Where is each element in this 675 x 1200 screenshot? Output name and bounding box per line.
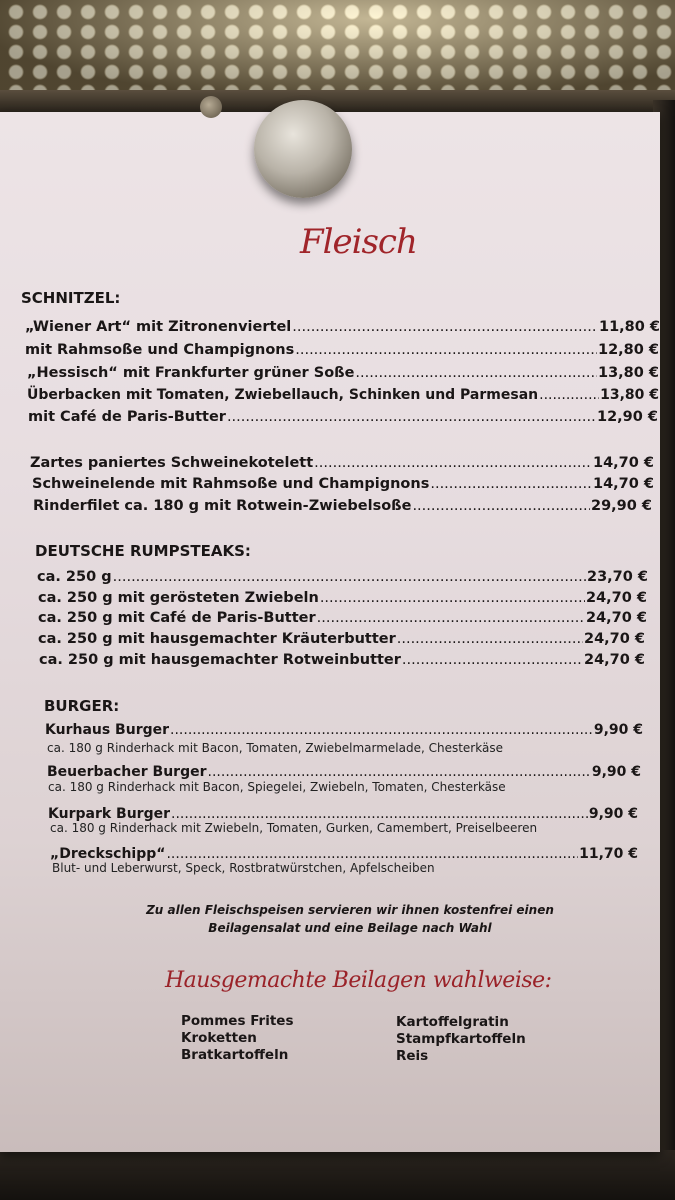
screw: [200, 96, 222, 118]
section-heading-rumpsteaks: DEUTSCHE RUMPSTEAKS:: [35, 542, 251, 560]
item-price: 13,80 €: [597, 365, 659, 381]
item-name: Schweinelende mit Rahmsoße und Champignons: [32, 476, 430, 492]
item-price: 11,80 €: [598, 319, 660, 335]
menu-item: [33, 498, 652, 514]
menu-item: [27, 365, 659, 381]
menu-item: [38, 631, 645, 647]
menu-item: [38, 590, 647, 606]
note-line: Beilagensalat und eine Beilage nach Wahl: [208, 921, 492, 935]
item-name: ca. 250 g mit hausgemachter Kräuterbutter: [38, 631, 396, 647]
item-name: ca. 250 g mit gerösteten Zwiebeln: [38, 590, 319, 606]
item-name: Beuerbacher Burger: [47, 764, 207, 780]
item-price: 9,90 €: [591, 764, 641, 780]
item-description: ca. 180 g Rinderhack mit Bacon, Spiegelei, Zwiebeln, Tomaten, Chesterkäse: [48, 780, 506, 794]
item-name: Überbacken mit Tomaten, Zwiebellauch, Schinken und Parmesan: [27, 387, 539, 403]
item-price: 29,90 €: [590, 498, 652, 514]
sides-list-right: [396, 1014, 526, 1065]
item-name: Zartes paniertes Schweinekotelett: [30, 455, 314, 471]
menu-item: [27, 387, 659, 403]
item-price: 24,70 €: [585, 590, 647, 606]
menu-item: [28, 409, 658, 425]
lamp-rim: [0, 90, 675, 112]
item-name: ca. 250 g mit hausgemachter Rotweinbutter: [39, 652, 401, 668]
item-price: 13,80 €: [600, 387, 659, 403]
item-price: 9,90 €: [593, 722, 643, 738]
item-name: ca. 250 g mit Café de Paris-Butter: [38, 610, 316, 626]
item-name: „Wiener Art“ mit Zitronenviertel: [25, 319, 292, 335]
menu-item: [30, 455, 654, 471]
menu-item: [39, 652, 645, 668]
menu-note: [90, 901, 610, 937]
item-price: 14,70 €: [592, 476, 654, 492]
side-item: Kartoffelgratin: [396, 1014, 509, 1030]
menu-item: [47, 764, 641, 780]
menu-item: [25, 319, 660, 335]
item-price: 12,80 €: [597, 342, 659, 358]
note-line: Zu allen Fleischspeisen servieren wir ihnen kostenfrei einen: [146, 903, 554, 917]
item-name: mit Rahmsoße und Champignons: [25, 342, 295, 358]
item-price: 11,70 €: [579, 846, 638, 862]
menu-item: [32, 476, 654, 492]
menu-title: Fleisch: [300, 222, 417, 262]
menu-item: [45, 722, 643, 738]
side-item: Pommes Frites: [181, 1013, 294, 1029]
side-item: Reis: [396, 1048, 429, 1064]
section-heading-schnitzel: SCHNITZEL:: [21, 289, 121, 307]
perforated-lamp: [0, 0, 675, 96]
item-name: Rinderfilet ca. 180 g mit Rotwein-Zwiebelsoße: [33, 498, 412, 514]
section-heading-burger: BURGER:: [44, 697, 120, 715]
item-price: 24,70 €: [583, 631, 645, 647]
item-description: ca. 180 g Rinderhack mit Bacon, Tomaten, Zwiebelmarmelade, Chesterkäse: [47, 741, 503, 755]
item-description: ca. 180 g Rinderhack mit Zwiebeln, Tomaten, Gurken, Camembert, Preiselbeeren: [50, 821, 538, 835]
sides-list-left: [181, 1013, 293, 1064]
item-price: 14,70 €: [592, 455, 654, 471]
item-price: 23,70 €: [586, 569, 648, 585]
item-price: 24,70 €: [585, 610, 647, 626]
item-price: 12,90 €: [596, 409, 658, 425]
side-item: Bratkartoffeln: [181, 1047, 289, 1063]
item-price: 24,70 €: [583, 652, 645, 668]
item-name: ca. 250 g: [37, 569, 112, 585]
item-name: „Hessisch“ mit Frankfurter grüner Soße: [27, 365, 355, 381]
item-name: mit Café de Paris-Butter: [28, 409, 226, 425]
menu-item: [50, 846, 638, 862]
menu-item: [37, 569, 648, 585]
item-name: Kurhaus Burger: [45, 722, 170, 738]
item-name: „Dreckschipp“: [50, 846, 166, 862]
menu-item: [48, 806, 638, 822]
side-item: Kroketten: [181, 1030, 257, 1046]
menu-item: [25, 342, 659, 358]
menu-item: [38, 610, 647, 626]
menu-holder-base: [0, 1150, 675, 1200]
item-price: 9,90 €: [588, 806, 638, 822]
item-name: Kurpark Burger: [48, 806, 170, 822]
sides-heading: Hausgemachte Beilagen wahlweise:: [165, 968, 552, 993]
metal-clip-button: [254, 100, 352, 198]
side-item: Stampfkartoffeln: [396, 1031, 526, 1047]
item-description: Blut- und Leberwurst, Speck, Rostbratwürstchen, Apfelscheiben: [52, 861, 435, 875]
